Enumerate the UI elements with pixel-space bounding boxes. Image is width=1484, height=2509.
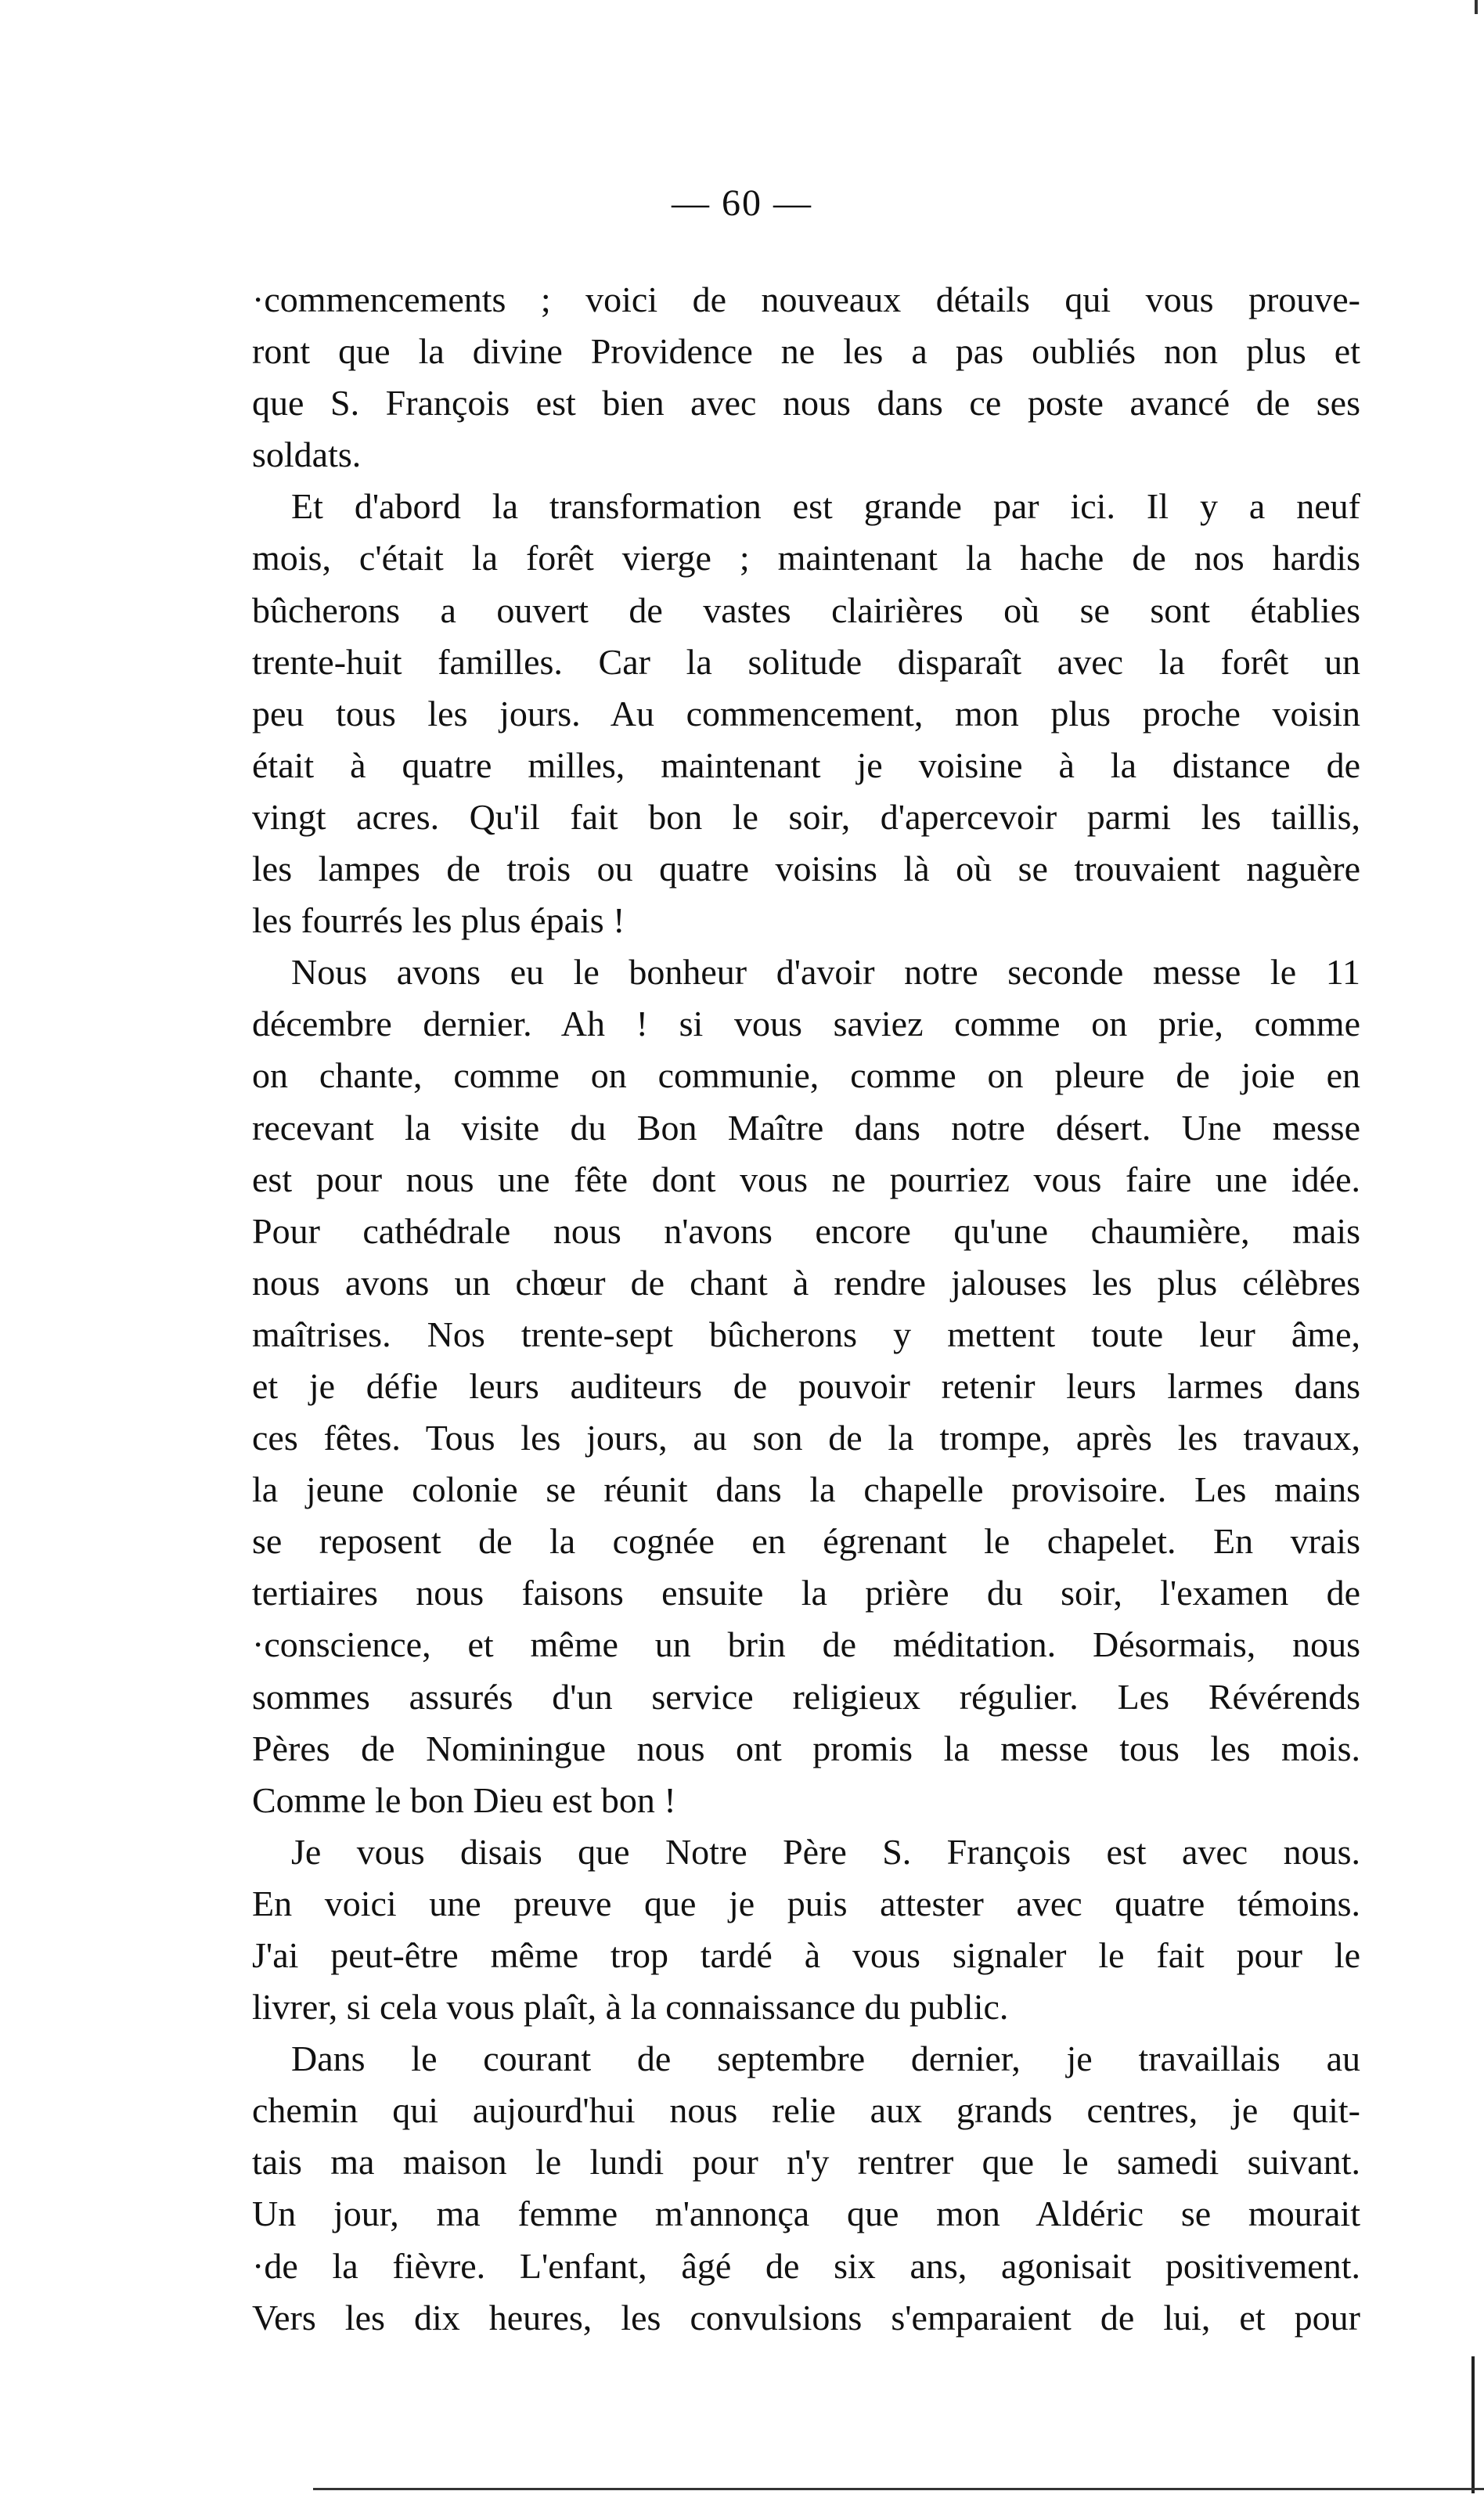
text-line: que S. François est bien avec nous dans ce poste avancé de ses [252,383,1360,424]
text-line: on chante, comme on communie, comme on pleure de joie en [252,1055,1360,1096]
text-line: Dans le courant de septembre dernier, je travaillais au [291,2039,1360,2079]
text-line: Je vous disais que Notre Père S. François est avec nous. [291,1831,1360,1872]
text-line: J'ai peut-être même trop tardé à vous signaler le fait pour le [252,1935,1360,1975]
text-line: tais ma maison le lundi pour n'y rentrer que le samedi suivant. [252,2142,1360,2183]
text-line: tertiaires nous faisons ensuite la prière du soir, l'examen de [252,1573,1360,1613]
text-line: maîtrises. Nos trente-sept bûcherons y mettent toute leur âme, [252,1314,1360,1354]
text-line: décembre dernier. Ah ! si vous saviez comme on prie, comme [252,1004,1360,1044]
text-line: soldats. [252,434,362,475]
text-line: Un jour, ma femme m'annonça que mon Aldéric se mourait [252,2194,1360,2234]
text-line: nous avons un chœur de chant à rendre jalouses les plus célèbres [252,1262,1360,1303]
bottom-rule [313,2488,1484,2490]
text-line: la jeune colonie se réunit dans la chapelle provisoire. Les mains [252,1469,1360,1510]
top-edge-mark [1475,0,1478,14]
text-line: était à quatre milles, maintenant je voisine à la distance de [252,744,1360,785]
text-line: ·commencements ; voici de nouveaux détails qui vous prouve- [252,279,1360,319]
text-line: En voici une preuve que je puis attester avec quatre témoins. [252,1883,1360,1923]
text-line: est pour nous une fête dont vous ne pourriez vous faire une idée. [252,1159,1360,1199]
text-line: mois, c'était la forêt vierge ; maintenant la hache de nos hardis [252,538,1360,579]
text-line: Et d'abord la transformation est grande par ici. Il y a neuf [291,486,1360,527]
text-line: livrer, si cela vous plaît, à la connaissance du public. [252,1987,1009,2028]
text-line: ·conscience, et même un brin de méditation. Désormais, nous [252,1624,1360,1665]
text-line: recevant la visite du Bon Maître dans notre désert. Une messe [252,1107,1360,1148]
text-line: chemin qui aujourd'hui nous relie aux grands centres, je quit- [252,2090,1360,2131]
text-line: Pour cathédrale nous n'avons encore qu'une chaumière, mais [252,1210,1360,1251]
right-edge-mark [1471,2356,1475,2493]
text-line: trente-huit familles. Car la solitude disparaît avec la forêt un [252,641,1360,682]
text-line: bûcherons a ouvert de vastes clairières où se sont établies [252,589,1360,630]
text-line: se reposent de la cognée en égrenant le chapelet. En vrais [252,1521,1360,1562]
text-line: ces fêtes. Tous les jours, au son de la trompe, après les travaux, [252,1418,1360,1458]
text-line: Nous avons eu le bonheur d'avoir notre seconde messe le 11 [291,952,1360,993]
text-line: et je défie leurs auditeurs de pouvoir retenir leurs larmes dans [252,1365,1360,1406]
text-line: Comme le bon Dieu est bon ! [252,1779,676,1820]
page-number: — 60 — [672,182,812,224]
text-line: Pères de Nominingue nous ont promis la messe tous les mois. [252,1728,1360,1768]
text-line: les fourrés les plus épais ! [252,900,625,941]
text-line: peu tous les jours. Au commencement, mon plus proche voisin [252,693,1360,734]
text-line: ront que la divine Providence ne les a pas oubliés non plus et [252,331,1360,372]
text-line: ·de la fièvre. L'enfant, âgé de six ans, agonisait positivement. [252,2245,1360,2286]
text-line: vingt acres. Qu'il fait bon le soir, d'apercevoir parmi les taillis, [252,796,1360,837]
text-line: les lampes de trois ou quatre voisins là où se trouvaient naguère [252,849,1360,889]
body-text [252,274,1360,2344]
text-line: Vers les dix heures, les convulsions s'emparaient de lui, et pour [252,2297,1360,2338]
text-line: sommes assurés d'un service religieux régulier. Les Révérends [252,1676,1360,1717]
